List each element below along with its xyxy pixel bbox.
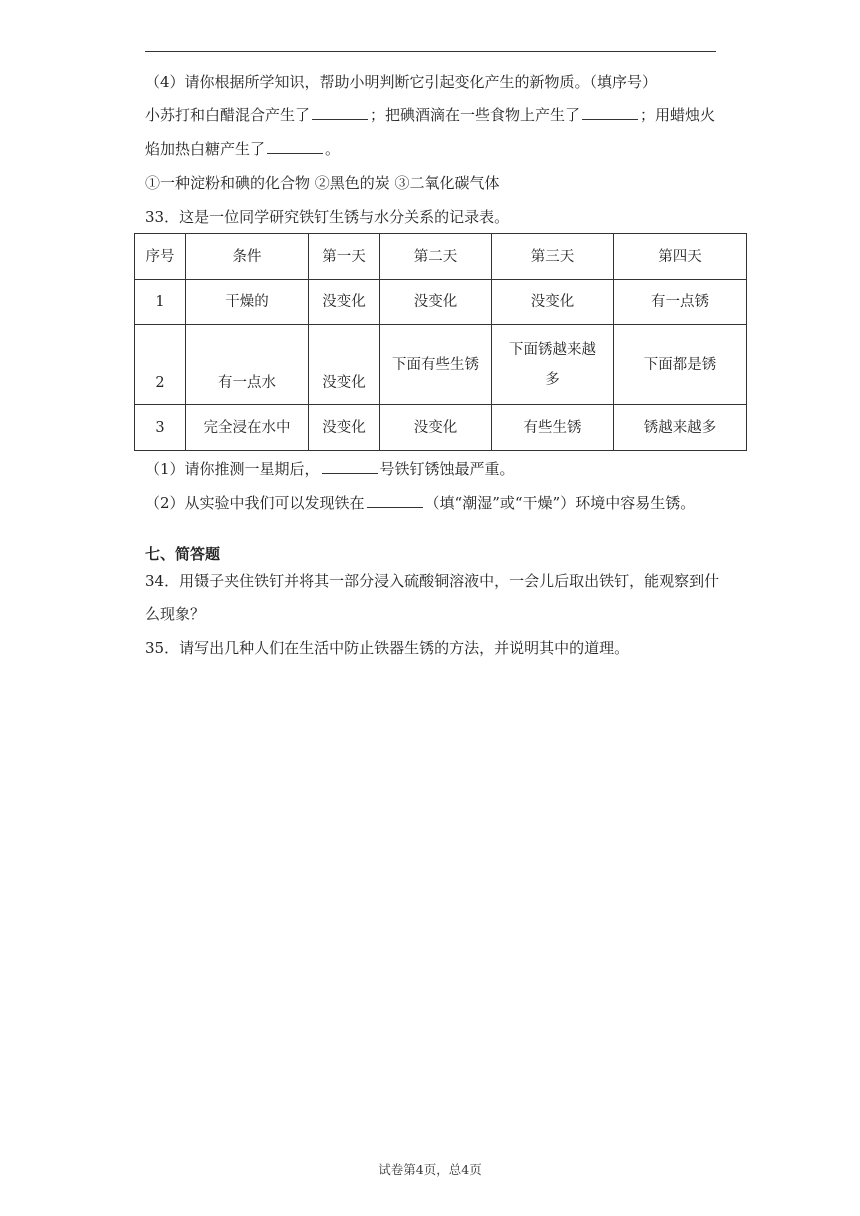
section-title: 七、简答题 [145,545,221,563]
q32-4-text-d: 焰加热白糖产生了 [145,140,266,158]
table-cell: 2 [135,325,186,405]
answer-blank-3[interactable] [267,139,323,154]
q32-4-line2 [145,138,340,160]
table-header-cell: 条件 [186,234,309,280]
table-header-cell: 序号 [135,234,186,280]
table-cell: 没变化 [309,405,380,451]
table-cell: 干燥的 [186,280,309,325]
answer-blank-2[interactable] [582,105,638,120]
table-cell: 有一点锈 [614,280,747,325]
table-cell: 3 [135,405,186,451]
q33-sub2-text-b: （填“潮湿”或“干燥”）环境中容易生锈。 [424,494,696,512]
q34-line2: 么现象？ [145,605,206,623]
answer-blank-5[interactable] [367,493,423,508]
q35-text: 35．请写出几种人们在生活中防止铁器生锈的方法，并说明其中的道理。 [145,639,630,657]
q32-4-line1 [145,104,715,126]
q34-line1: 34．用镊子夹住铁钉并将其一部分浸入硫酸铜溶液中，一会儿后取出铁钉，能观察到什 [145,572,720,590]
q33-sub2 [145,492,695,514]
page-footer: 试卷第4页，总4页 [378,1162,482,1177]
table-cell: 1 [135,280,186,325]
q33-sub1-text-a: （1）请你推测一星期后， [145,460,320,478]
q32-4-options: ①一种淀粉和碘的化合物 ②黑色的炭 ③二氧化碳气体 [145,174,500,192]
table-cell: 没变化 [309,280,380,325]
table-cell: 有一点水 [186,325,309,405]
table-header-row [135,234,747,280]
table-cell: 完全浸在水中 [186,405,309,451]
answer-blank-4[interactable] [322,459,378,474]
table-row [135,405,747,451]
table-row [135,325,747,405]
table-header-cell: 第四天 [614,234,747,280]
table-cell: 没变化 [380,280,492,325]
table-cell: 有些生锈 [492,405,614,451]
q32-4-text-c: ；用蜡烛火 [640,106,716,124]
table-cell: 下面都是锈 [614,325,747,405]
q32-4-prompt: （4）请你根据所学知识，帮助小明判断它引起变化产生的新物质。（填序号） [145,73,658,91]
table-cell: 没变化 [380,405,492,451]
table-cell: 没变化 [492,280,614,325]
header-rule [145,51,716,52]
q32-4-text-e: 。 [325,140,341,158]
table-cell: 下面有些生锈 [380,325,492,405]
answer-blank-1[interactable] [312,105,368,120]
q33-sub1 [145,458,515,480]
q32-4-text-a: 小苏打和白醋混合产生了 [145,106,311,124]
table-header-cell: 第二天 [380,234,492,280]
q32-4-text-b: ；把碘酒滴在一些食物上产生了 [370,106,581,124]
table-cell: 下面锈越来越多 [492,325,614,405]
table-header-cell: 第三天 [492,234,614,280]
rust-record-table [134,233,747,451]
q33-intro: 33．这是一位同学研究铁钉生锈与水分关系的记录表。 [145,208,510,226]
table-header-cell: 第一天 [309,234,380,280]
q33-sub1-text-b: 号铁钉锈蚀最严重。 [379,460,515,478]
table-cell: 锈越来越多 [614,405,747,451]
table-cell: 没变化 [309,325,380,405]
table-row [135,280,747,325]
q33-sub2-text-a: （2）从实验中我们可以发现铁在 [145,494,365,512]
